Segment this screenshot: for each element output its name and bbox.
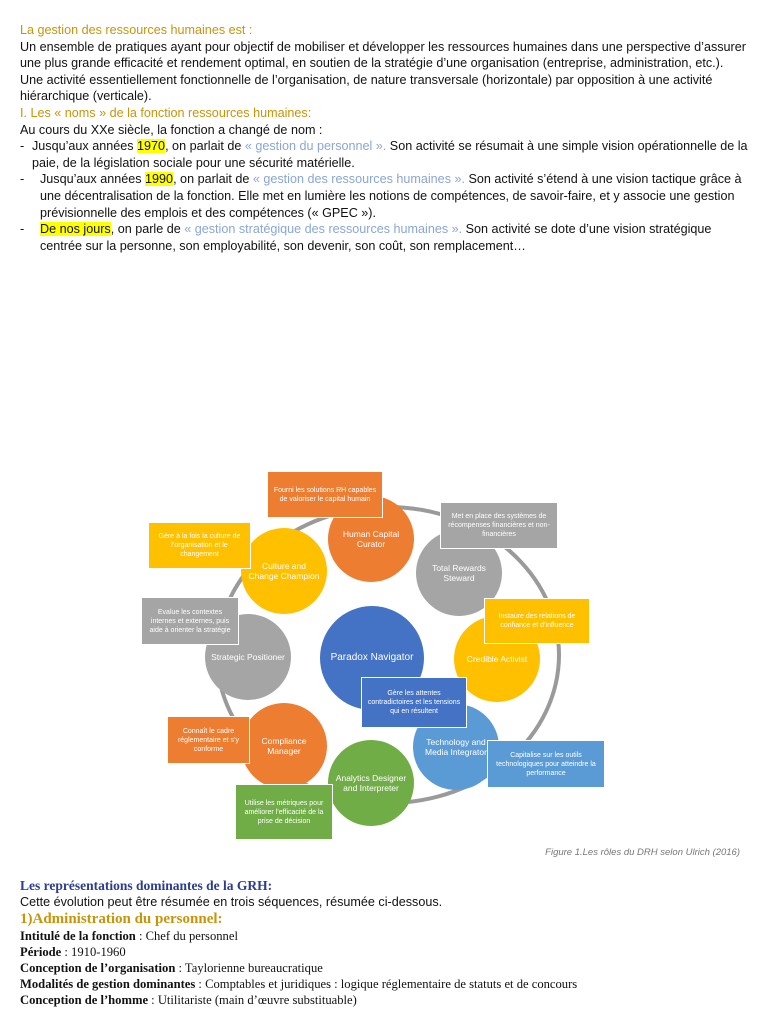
item-text: Son activité s’étend à une vision tactique grâce à une décentralisation de la fonction. Elle met en lumière les notions de compétences, de savoir-faire, et y associe une gestion prévisionnelle des emplois et des compétences (« GPEC »). — [40, 172, 742, 220]
description-box-culture: Gère à la fois la culture de l’organisation et le changement — [148, 522, 251, 569]
section-2-lead: Cette évolution peut être résumée en trois séquences, résumée ci-dessous. — [20, 895, 443, 909]
description-box-technology: Capitalise sur les outils technologiques pour atteindre la performance — [487, 740, 605, 788]
intro-paragraph-2: Une activité essentiellement fonctionnelle de l’organisation, de nature transversale (horizontale) par opposition à une activité hiérarchique (verticale). — [20, 72, 713, 104]
item-text: , on parle de — [110, 222, 185, 237]
list-item — [20, 221, 750, 254]
list-item — [20, 138, 750, 171]
description-box-compliance: Connaît le cadre réglementaire et s’y conforme — [167, 716, 250, 764]
description-box-analytics: Utilise les métriques pour améliorer l’efficacité de la prise de décision — [235, 784, 333, 840]
role-credible-activist: Credible Activist — [454, 616, 540, 702]
definition-row — [20, 944, 750, 960]
item-text: , on parlait de — [173, 172, 253, 187]
definition-row — [20, 976, 750, 992]
item-text: , on parlait de — [165, 139, 245, 154]
item-text: Jusqu’aux années — [40, 172, 146, 187]
definition-value: : Utilitariste (main d’œuvre substituable) — [148, 993, 357, 1007]
definition-row — [20, 992, 750, 1008]
term-label: « gestion des ressources humaines ». — [252, 172, 465, 187]
role-technology-media-integrator: Technology and Media Integrator — [413, 704, 499, 790]
section-1-lead: Au cours du XXe siècle, la fonction a changé de nom : — [20, 122, 323, 137]
figure-caption: Figure 1.Les rôles du DRH selon Ulrich (2016) — [545, 847, 740, 858]
representations-section — [20, 878, 750, 1008]
role-strategic-positioner: Strategic Positioner — [205, 614, 291, 700]
highlighted-year: 1970 — [137, 139, 166, 154]
definition-value: : 1910-1960 — [61, 945, 126, 959]
intro-heading: La gestion des ressources humaines est : — [20, 23, 253, 37]
description-box-total-rewards: Met en place des systèmes de récompenses financières et non-financières — [440, 502, 558, 549]
role-total-rewards-steward: Total Rewards Steward — [416, 530, 502, 616]
center-role-paradox-navigator: Paradox Navigator — [320, 606, 424, 710]
dash-marker: - — [20, 139, 25, 154]
definition-label: Conception de l’organisation — [20, 961, 176, 975]
role-analytics-designer: Analytics Designer and Interpreter — [328, 740, 414, 826]
subsection-title: 1)Administration du personnel: — [20, 911, 223, 927]
dash-marker: - — [20, 222, 25, 237]
description-box-human-capital: Fourni les solutions RH capables de valoriser le capital humain — [267, 471, 383, 518]
term-label: « gestion du personnel ». — [244, 139, 387, 154]
definition-label: Intitulé de la fonction — [20, 929, 136, 943]
highlighted-year: 1990 — [145, 172, 174, 187]
description-box-paradox-navigator: Gère les attentes contradictoires et les tensions qui en résultent — [361, 677, 467, 728]
definition-value: : Chef du personnel — [135, 929, 238, 943]
definition-row — [20, 928, 750, 944]
definition-label: Conception de l’homme — [20, 993, 149, 1007]
dash-marker: - — [20, 172, 25, 187]
item-text: Son activité se résumait à une simple vision opérationnelle de la paie, de la législation sociale pour une sécurité matérielle. — [32, 139, 748, 170]
role-human-capital-curator: Human Capital Curator — [328, 496, 414, 582]
definition-row — [20, 960, 750, 976]
list-item — [20, 171, 750, 221]
item-text: Son activité se dote d’une vision stratégique centrée sur la personne, son employabilité, son devenir, son coût, son remplacement… — [40, 222, 712, 253]
description-box-strategic: Evalue les contextes internes et externes, puis aide à orienter la stratégie — [141, 597, 239, 645]
definition-label: Période — [20, 945, 62, 959]
item-text: Jusqu’aux années — [32, 139, 138, 154]
intro-paragraph-1: Un ensemble de pratiques ayant pour objectif de mobiliser et développer les ressources humaines dans une perspective d’assurer une plus grande efficacité et rendement optimal, en soutien de la stratégie d’une organisation (entreprise, administration, etc.). — [20, 39, 746, 71]
role-culture-change-champion: Culture and Change Champion — [241, 528, 327, 614]
section-1-title: I. Les « noms » de la fonction ressources humaines: — [20, 105, 312, 120]
section-2-title: Les représentations dominantes de la GRH: — [20, 878, 273, 893]
term-label: « gestion stratégique des ressources humaines ». — [184, 222, 463, 237]
definition-value: : Comptables et juridiques : logique réglementaire de statuts et de concours — [195, 977, 578, 991]
intro-section — [20, 22, 750, 254]
highlighted-period: De nos jours — [40, 222, 111, 237]
role-compliance-manager: Compliance Manager — [241, 703, 327, 789]
description-box-credible-activist: Instaure des relations de confiance et d’influence — [484, 598, 590, 644]
definition-value: : Taylorienne bureaucratique — [175, 961, 323, 975]
definition-label: Modalités de gestion dominantes — [20, 977, 196, 991]
